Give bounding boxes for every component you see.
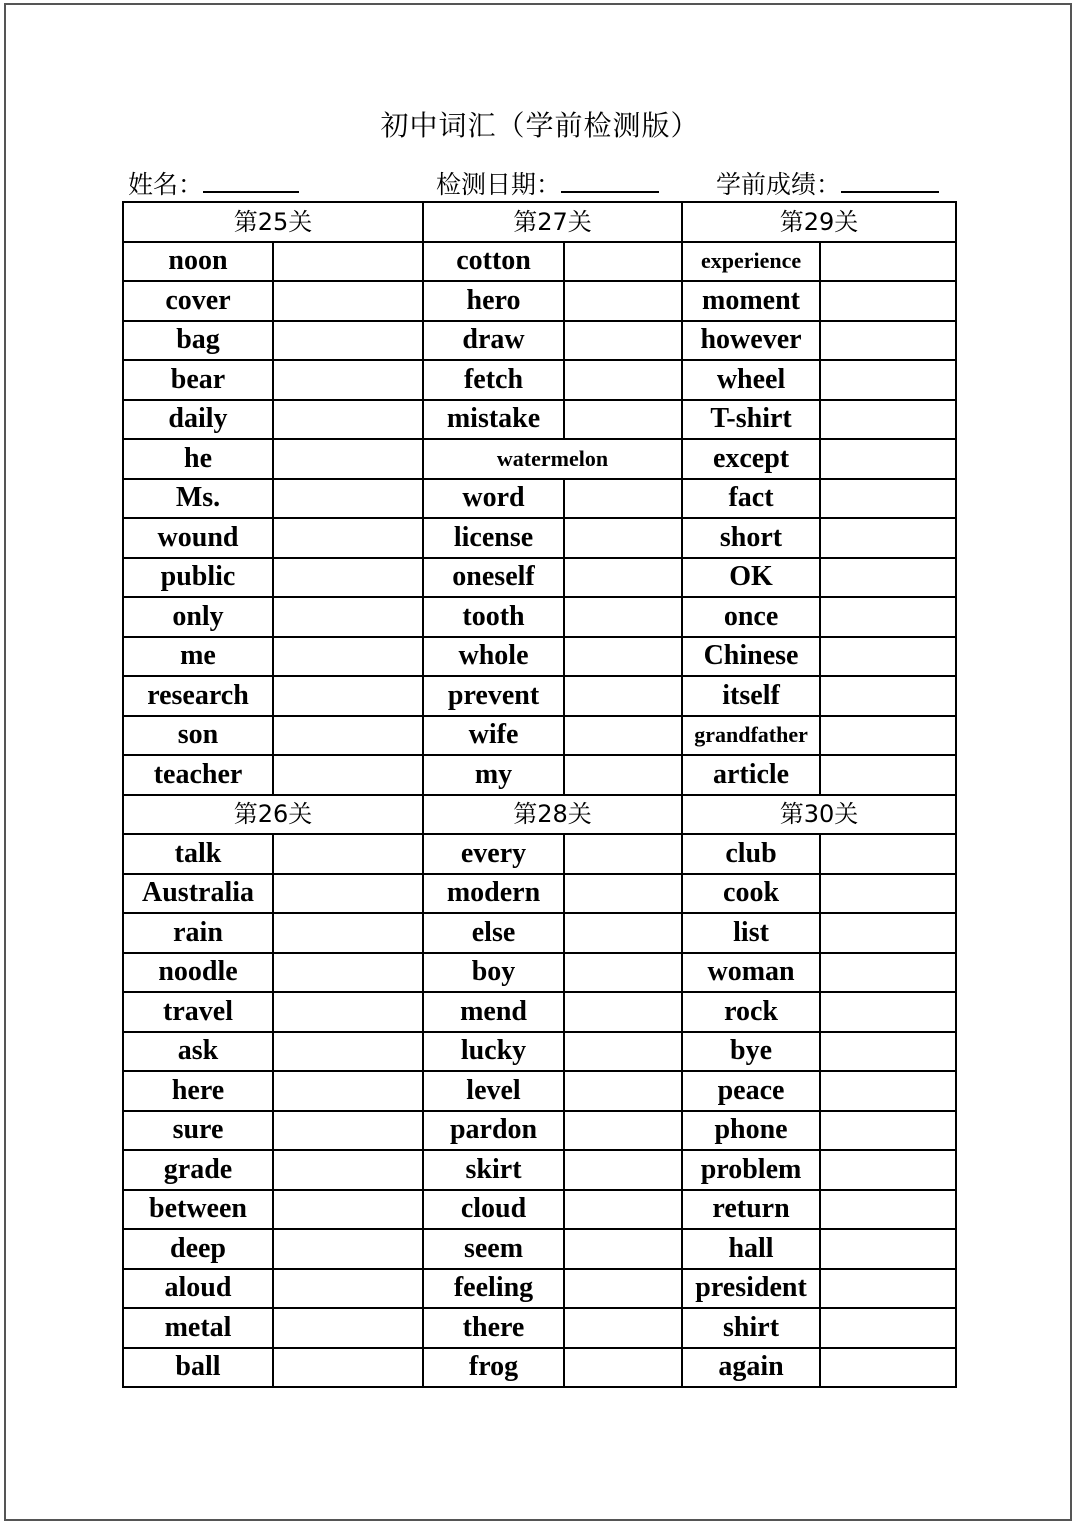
vocab-word: short (682, 518, 820, 558)
answer-blank[interactable] (273, 242, 423, 282)
table-row (123, 479, 956, 519)
answer-blank[interactable] (273, 992, 423, 1032)
vocab-word: daily (123, 400, 273, 440)
vocab-word: prevent (423, 676, 564, 716)
answer-blank[interactable] (564, 597, 682, 637)
answer-blank[interactable] (820, 1071, 956, 1111)
answer-blank[interactable] (820, 676, 956, 716)
vocab-word: OK (682, 558, 820, 598)
vocab-word: bear (123, 360, 273, 400)
vocab-word: between (123, 1190, 273, 1230)
level-header: 第29关 (682, 202, 956, 242)
answer-blank[interactable] (564, 321, 682, 361)
vocab-word: club (682, 834, 820, 874)
table-row (123, 321, 956, 361)
table-row (123, 281, 956, 321)
vocab-word: skirt (423, 1150, 564, 1190)
table-row (123, 242, 956, 282)
answer-blank[interactable] (564, 913, 682, 953)
table-row (123, 439, 956, 479)
vocab-word: cloud (423, 1190, 564, 1230)
table-row (123, 1229, 956, 1269)
answer-blank[interactable] (564, 1308, 682, 1348)
vocab-word: rock (682, 992, 820, 1032)
answer-blank[interactable] (820, 874, 956, 914)
level-header: 第30关 (682, 795, 956, 835)
table-row (123, 1269, 956, 1309)
vocab-word: deep (123, 1229, 273, 1269)
score-label: 学前成绩： (716, 170, 842, 199)
answer-blank[interactable] (273, 281, 423, 321)
vocab-word: cover (123, 281, 273, 321)
vocab-word: here (123, 1071, 273, 1111)
vocab-word: however (682, 321, 820, 361)
vocab-word: travel (123, 992, 273, 1032)
vocab-word: lucky (423, 1032, 564, 1072)
table-row (123, 360, 956, 400)
answer-blank[interactable] (564, 360, 682, 400)
answer-blank[interactable] (564, 1190, 682, 1230)
table-row (123, 992, 956, 1032)
vocab-word: public (123, 558, 273, 598)
answer-blank[interactable] (820, 439, 956, 479)
date-label: 检测日期： (436, 170, 562, 199)
answer-blank[interactable] (820, 1150, 956, 1190)
vocab-word: me (123, 637, 273, 677)
vocab-word: except (682, 439, 820, 479)
answer-blank[interactable] (273, 1229, 423, 1269)
answer-blank[interactable] (273, 1032, 423, 1072)
vocab-word: once (682, 597, 820, 637)
vocab-word: oneself (423, 558, 564, 598)
answer-blank[interactable] (564, 1111, 682, 1151)
vocab-word: watermelon (423, 439, 682, 479)
vocab-word: modern (423, 874, 564, 914)
vocab-word: grade (123, 1150, 273, 1190)
answer-blank[interactable] (273, 558, 423, 598)
vocab-word: bye (682, 1032, 820, 1072)
answer-blank[interactable] (273, 518, 423, 558)
answer-blank[interactable] (564, 953, 682, 993)
answer-blank[interactable] (273, 716, 423, 756)
answer-blank[interactable] (820, 953, 956, 993)
answer-blank[interactable] (564, 676, 682, 716)
vocab-word: shirt (682, 1308, 820, 1348)
table-row (123, 755, 956, 795)
answer-blank[interactable] (273, 400, 423, 440)
vocab-word: hall (682, 1229, 820, 1269)
level-header: 第28关 (423, 795, 682, 835)
name-blank[interactable] (203, 165, 299, 193)
vocab-word: there (423, 1308, 564, 1348)
answer-blank[interactable] (564, 479, 682, 519)
answer-blank[interactable] (273, 1071, 423, 1111)
answer-blank[interactable] (273, 913, 423, 953)
vocab-word: he (123, 439, 273, 479)
answer-blank[interactable] (564, 558, 682, 598)
table-row (123, 874, 956, 914)
answer-blank[interactable] (564, 637, 682, 677)
vocab-word: wound (123, 518, 273, 558)
answer-blank[interactable] (273, 439, 423, 479)
vocab-word: fetch (423, 360, 564, 400)
answer-blank[interactable] (820, 360, 956, 400)
vocab-word: cook (682, 874, 820, 914)
answer-blank[interactable] (273, 1150, 423, 1190)
answer-blank[interactable] (820, 992, 956, 1032)
level-header: 第26关 (123, 795, 423, 835)
vocab-word: mend (423, 992, 564, 1032)
answer-blank[interactable] (564, 755, 682, 795)
answer-blank[interactable] (820, 321, 956, 361)
date-blank[interactable] (561, 165, 659, 193)
table-row (123, 1111, 956, 1151)
table-row (123, 1032, 956, 1072)
vocab-word: tooth (423, 597, 564, 637)
vocab-word: grandfather (682, 716, 820, 756)
table-row (123, 913, 956, 953)
vocab-word: wheel (682, 360, 820, 400)
answer-blank[interactable] (273, 1190, 423, 1230)
answer-blank[interactable] (820, 400, 956, 440)
vocab-table (122, 201, 957, 1388)
answer-blank[interactable] (820, 834, 956, 874)
answer-blank[interactable] (273, 676, 423, 716)
answer-blank[interactable] (564, 518, 682, 558)
answer-blank[interactable] (564, 1071, 682, 1111)
table-row (123, 834, 956, 874)
score-blank[interactable] (841, 165, 939, 193)
vocab-word: return (682, 1190, 820, 1230)
answer-blank[interactable] (820, 1269, 956, 1309)
vocab-word: cotton (423, 242, 564, 282)
date-field (436, 165, 659, 201)
vocab-word: Ms. (123, 479, 273, 519)
table-row (123, 676, 956, 716)
vocab-word: frog (423, 1348, 564, 1388)
table-row (123, 518, 956, 558)
vocab-word: problem (682, 1150, 820, 1190)
vocab-word: my (423, 755, 564, 795)
answer-blank[interactable] (820, 716, 956, 756)
name-field (128, 165, 299, 201)
table-row (123, 1150, 956, 1190)
answer-blank[interactable] (273, 1111, 423, 1151)
answer-blank[interactable] (820, 1190, 956, 1230)
answer-blank[interactable] (273, 597, 423, 637)
vocab-word: itself (682, 676, 820, 716)
vocab-word: president (682, 1269, 820, 1309)
vocab-word: phone (682, 1111, 820, 1151)
answer-blank[interactable] (820, 637, 956, 677)
answer-blank[interactable] (273, 1348, 423, 1388)
table-row (123, 1308, 956, 1348)
table-row (123, 1190, 956, 1230)
table-row (123, 1071, 956, 1111)
vocab-word: noodle (123, 953, 273, 993)
vocab-word: ask (123, 1032, 273, 1072)
info-row (0, 165, 1080, 205)
answer-blank[interactable] (564, 1348, 682, 1388)
answer-blank[interactable] (564, 242, 682, 282)
vocab-word: talk (123, 834, 273, 874)
vocab-word: list (682, 913, 820, 953)
answer-blank[interactable] (273, 1269, 423, 1309)
section-header-row (123, 202, 956, 242)
vocab-word: research (123, 676, 273, 716)
vocab-word: hero (423, 281, 564, 321)
level-header: 第27关 (423, 202, 682, 242)
answer-blank[interactable] (564, 281, 682, 321)
answer-blank[interactable] (564, 834, 682, 874)
vocab-word: pardon (423, 1111, 564, 1151)
vocab-word: experience (682, 242, 820, 282)
answer-blank[interactable] (820, 1111, 956, 1151)
vocab-word: again (682, 1348, 820, 1388)
table-row (123, 1348, 956, 1388)
vocab-word: word (423, 479, 564, 519)
answer-blank[interactable] (820, 1032, 956, 1072)
answer-blank[interactable] (273, 874, 423, 914)
answer-blank[interactable] (820, 281, 956, 321)
name-label: 姓名： (128, 170, 204, 199)
table-row (123, 637, 956, 677)
answer-blank[interactable] (820, 1308, 956, 1348)
table-row (123, 400, 956, 440)
answer-blank[interactable] (564, 400, 682, 440)
answer-blank[interactable] (564, 716, 682, 756)
page-title: 初中词汇（学前检测版） (380, 109, 700, 142)
vocab-word: moment (682, 281, 820, 321)
answer-blank[interactable] (820, 558, 956, 598)
vocab-word: ball (123, 1348, 273, 1388)
answer-blank[interactable] (820, 597, 956, 637)
vocab-word: teacher (123, 755, 273, 795)
answer-blank[interactable] (820, 518, 956, 558)
answer-blank[interactable] (564, 1229, 682, 1269)
vocab-word: noon (123, 242, 273, 282)
answer-blank[interactable] (820, 1229, 956, 1269)
vocab-word: wife (423, 716, 564, 756)
answer-blank[interactable] (273, 1308, 423, 1348)
answer-blank[interactable] (273, 637, 423, 677)
vocab-word: son (123, 716, 273, 756)
answer-blank[interactable] (820, 913, 956, 953)
vocab-word: rain (123, 913, 273, 953)
vocab-word: article (682, 755, 820, 795)
table-row (123, 716, 956, 756)
vocab-word: only (123, 597, 273, 637)
vocab-word: whole (423, 637, 564, 677)
table-row (123, 953, 956, 993)
score-field (716, 165, 939, 201)
table-row (123, 558, 956, 598)
answer-blank[interactable] (273, 834, 423, 874)
vocab-word: boy (423, 953, 564, 993)
vocab-word: bag (123, 321, 273, 361)
vocab-word: draw (423, 321, 564, 361)
answer-blank[interactable] (564, 1150, 682, 1190)
vocab-word: woman (682, 953, 820, 993)
vocab-word: aloud (123, 1269, 273, 1309)
vocab-word: fact (682, 479, 820, 519)
table-row (123, 597, 956, 637)
vocab-word: mistake (423, 400, 564, 440)
answer-blank[interactable] (273, 360, 423, 400)
answer-blank[interactable] (273, 755, 423, 795)
vocab-word: metal (123, 1308, 273, 1348)
vocab-word: feeling (423, 1269, 564, 1309)
section-header-row (123, 795, 956, 835)
vocab-word: sure (123, 1111, 273, 1151)
answer-blank[interactable] (820, 755, 956, 795)
vocab-word: license (423, 518, 564, 558)
answer-blank[interactable] (564, 874, 682, 914)
answer-blank[interactable] (820, 479, 956, 519)
vocab-word: Chinese (682, 637, 820, 677)
answer-blank[interactable] (564, 1269, 682, 1309)
answer-blank[interactable] (820, 242, 956, 282)
vocab-word: else (423, 913, 564, 953)
answer-blank[interactable] (273, 953, 423, 993)
answer-blank[interactable] (564, 992, 682, 1032)
vocab-word: T-shirt (682, 400, 820, 440)
vocab-word: level (423, 1071, 564, 1111)
vocab-word: seem (423, 1229, 564, 1269)
answer-blank[interactable] (820, 1348, 956, 1388)
vocab-word: Australia (123, 874, 273, 914)
vocab-word: peace (682, 1071, 820, 1111)
level-header: 第25关 (123, 202, 423, 242)
answer-blank[interactable] (564, 1032, 682, 1072)
answer-blank[interactable] (273, 321, 423, 361)
vocab-word: every (423, 834, 564, 874)
answer-blank[interactable] (273, 479, 423, 519)
